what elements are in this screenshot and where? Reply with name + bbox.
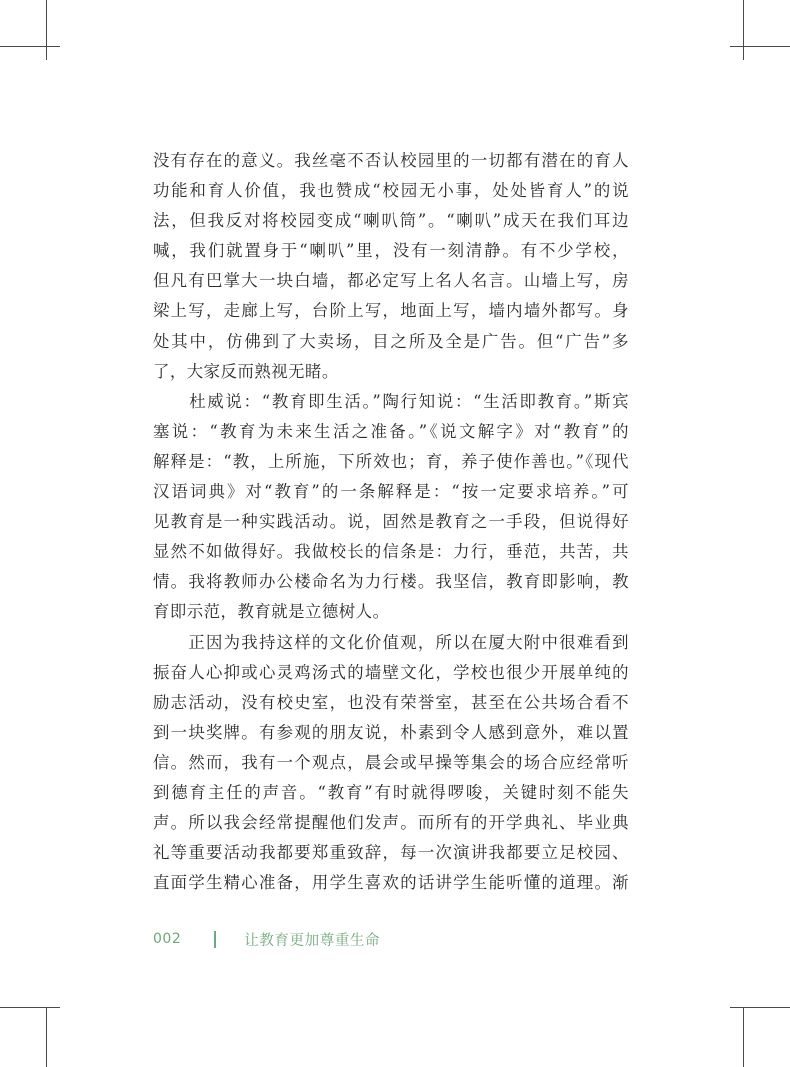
body-text [153,146,629,898]
text-line: 杜威说：“教育即生活。”陶行知说：“生活即教育。”斯宾 [153,391,629,411]
crop-mark [743,0,744,60]
crop-mark [730,1007,790,1008]
text-line: 育即示范，教育就是立德树人。 [153,602,390,622]
text-line: 励志活动，没有校史室，也没有荣誉室，甚至在公共场合看不 [153,692,629,712]
text-line: 直面学生精心准备，用学生喜欢的话讲学生能听懂的道理。渐 [153,873,629,893]
footer-separator [214,931,216,948]
crop-mark [743,1007,744,1067]
text-line: 声。所以我会经常提醒他们发声。而所有的开学典礼、毕业典 [153,813,629,833]
text-line: 汉语词典》对“教育”的一条解释是：“按一定要求培养。”可 [153,482,629,502]
book-title: 让教育更加尊重生命 [244,932,381,949]
text-line: 礼等重要活动我都要郑重致辞，每一次演讲我都要立足校园、 [153,843,629,863]
crop-mark [0,46,60,47]
text-line: 到德育主任的声音。“教育”有时就得啰唆，关键时刻不能失 [153,782,629,802]
text-line: 见教育是一种实践活动。说，固然是教育之一手段，但说得好 [153,512,629,532]
text-line: 显然不如做得好。我做校长的信条是：力行，垂范，共苦，共 [153,542,629,562]
crop-mark [730,46,790,47]
text-line: 喊，我们就置身于“喇叭”里，没有一刻清静。有不少学校， [153,241,629,261]
text-line: 功能和育人价值，我也赞成“校园无小事，处处皆育人”的说 [153,181,629,201]
text-line: 没有存在的意义。我丝毫不否认校园里的一切都有潜在的育人 [153,151,629,170]
crop-mark [46,1007,47,1067]
text-line: 了，大家反而熟视无睹。 [153,361,339,381]
text-line: 正因为我持这样的文化价值观，所以在厦大附中很难看到 [153,632,629,652]
crop-mark [46,0,47,60]
crop-mark [0,1007,60,1008]
text-line: 信。然而，我有一个观点，晨会或早操等集会的场合应经常听 [153,752,629,772]
page-number: 002 [153,931,182,947]
text-line: 塞说：“教育为未来生活之准备。”《说文解字》对“教育”的 [153,421,629,441]
text-line: 梁上写，走廊上写，台阶上写，地面上写，墙内墙外都写。身 [153,301,629,321]
text-line: 法，但我反对将校园变成“喇叭筒”。“喇叭”成天在我们耳边 [153,211,629,231]
text-line: 情。我将教师办公楼命名为力行楼。我坚信，教育即影响，教 [153,572,629,592]
text-line: 但凡有巴掌大一块白墙，都必定写上名人名言。山墙上写，房 [153,271,629,291]
text-line: 到一块奖牌。有参观的朋友说，朴素到令人感到意外，难以置 [153,722,629,742]
text-line: 解释是：“教，上所施，下所效也；育，养子使作善也。”《现代 [153,451,629,471]
text-line: 振奋人心抑或心灵鸡汤式的墙壁文化，学校也很少开展单纯的 [153,662,629,682]
text-line: 处其中，仿佛到了大卖场，目之所及全是广告。但“广告”多 [153,331,629,351]
page-footer [153,928,380,950]
